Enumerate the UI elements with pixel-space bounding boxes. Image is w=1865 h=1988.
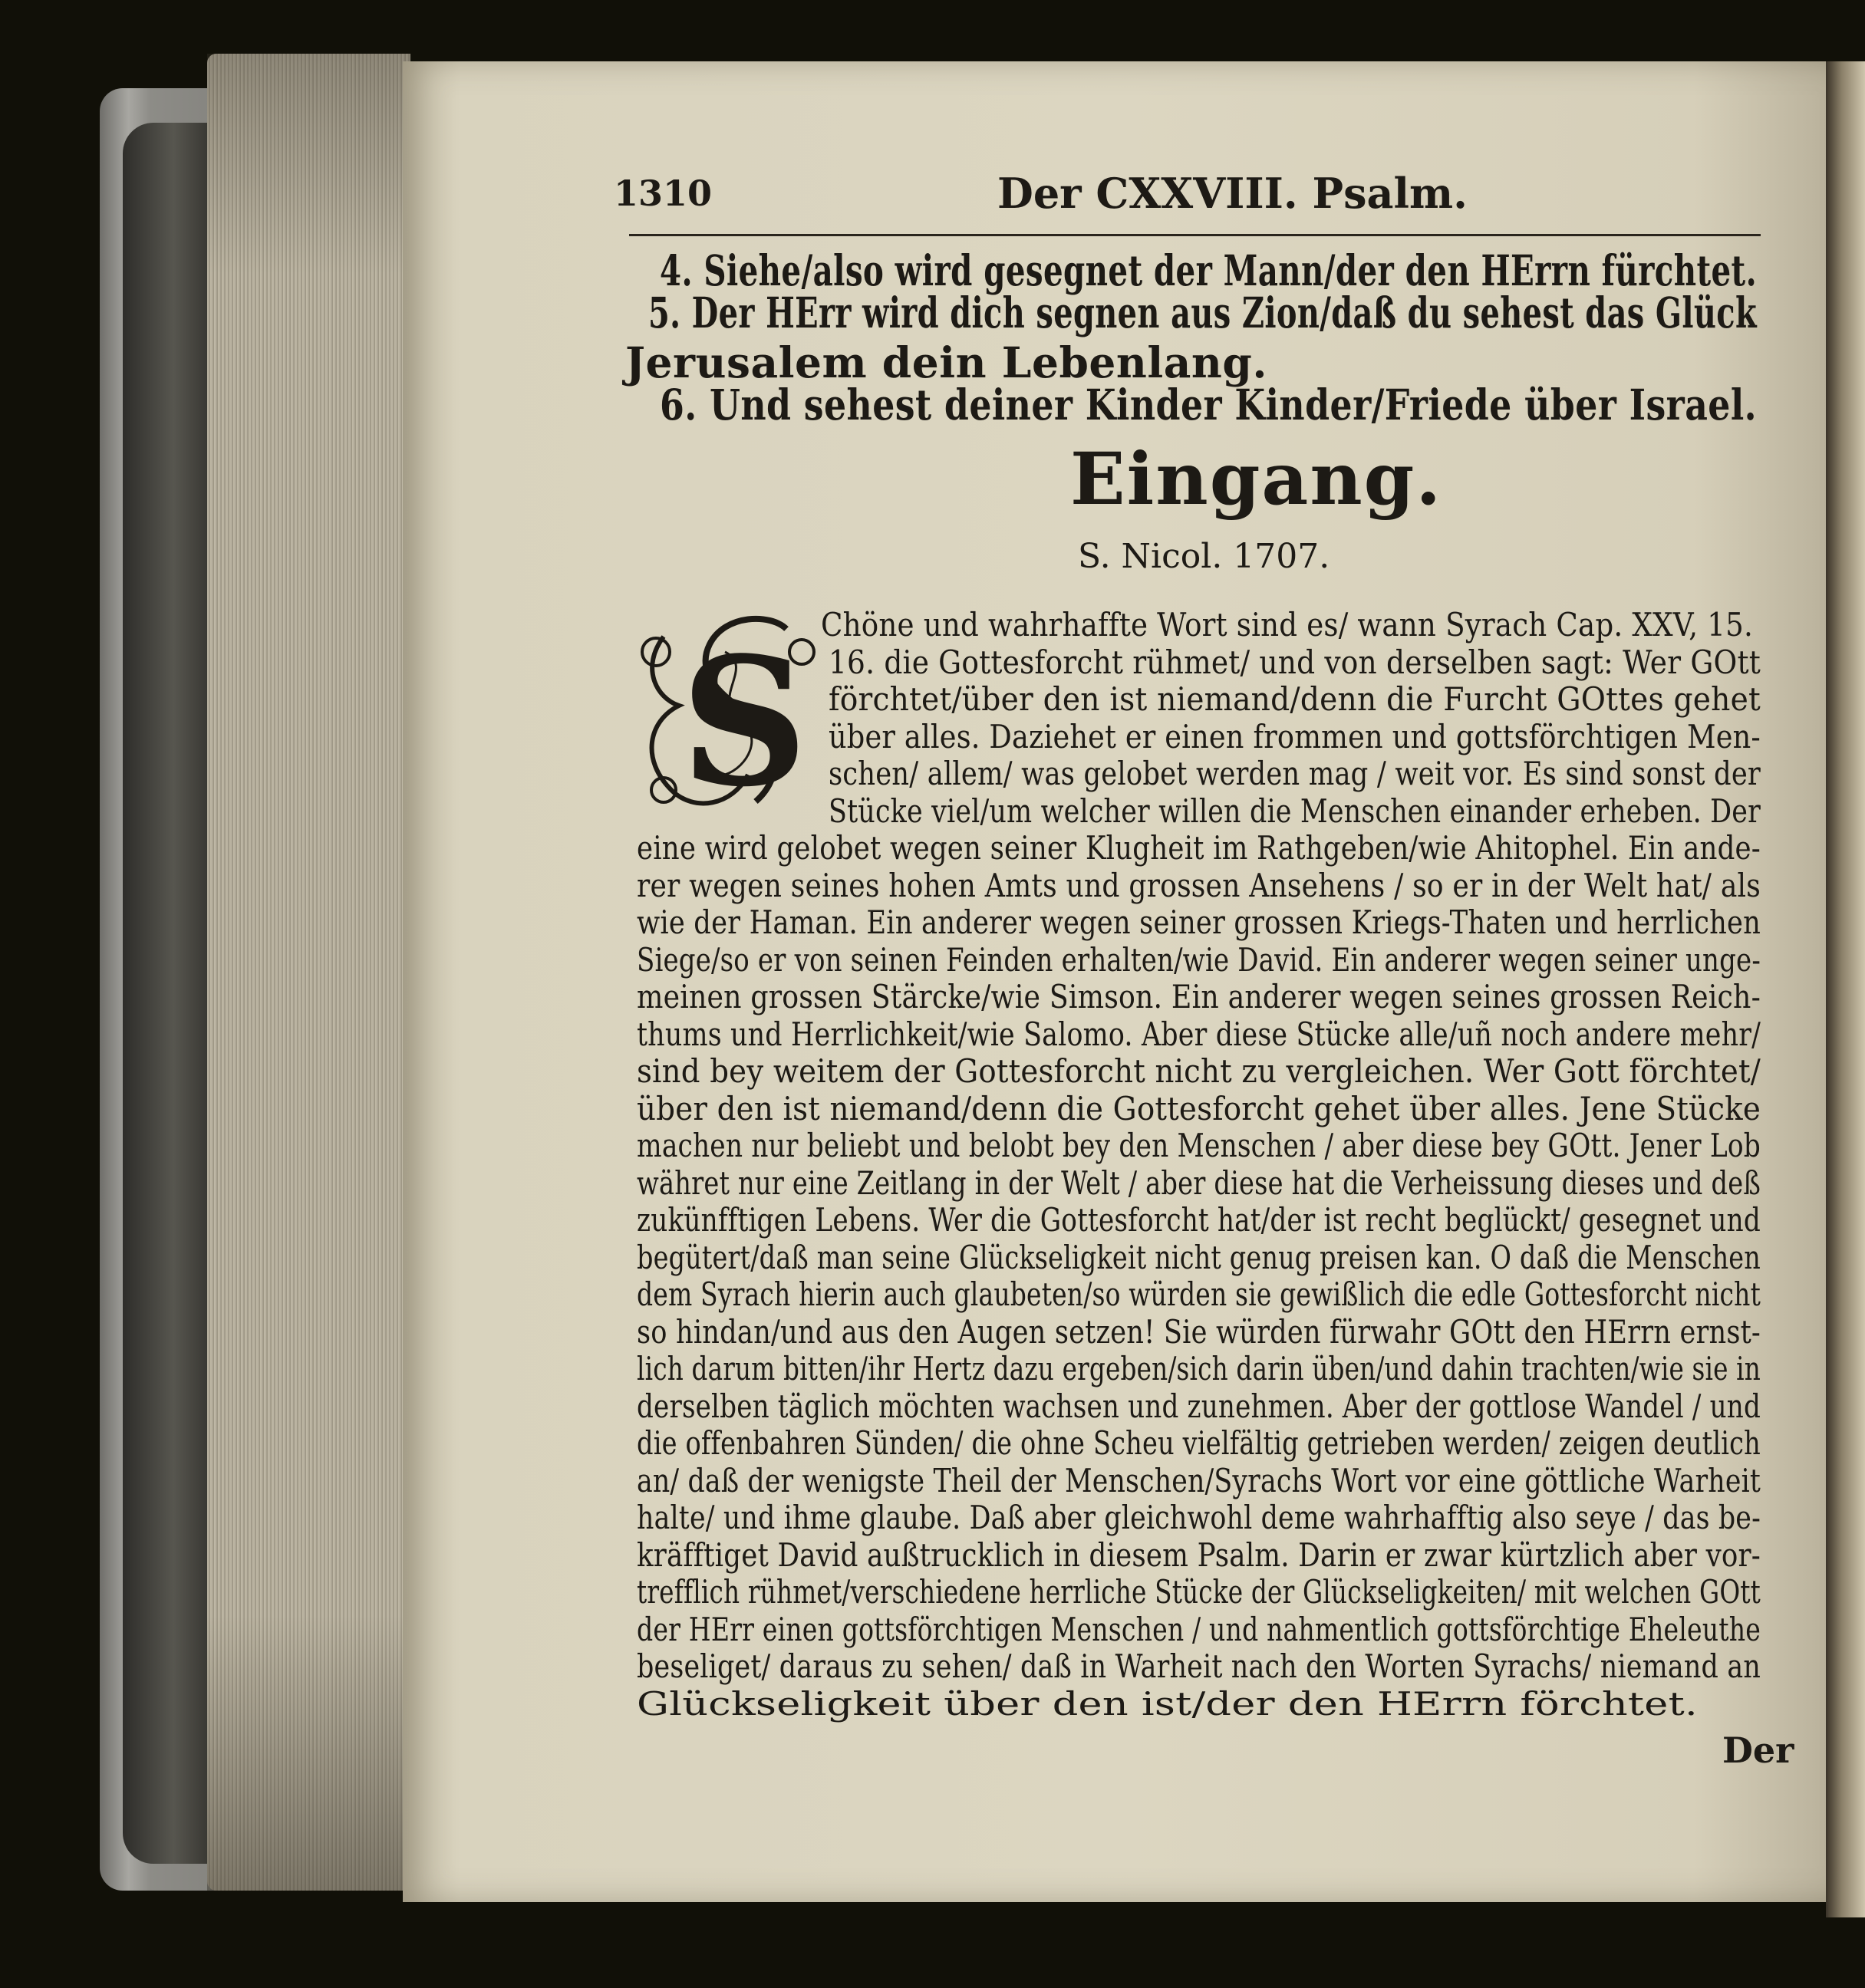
section-heading: Eingang.	[1070, 437, 1443, 522]
header-rule	[629, 234, 1761, 236]
body-line: beseliget/ daraus zu sehen/ daß in Warheit nach den Worten Syrachs/ niemand an	[637, 1647, 1761, 1685]
body-line: sind bey weitem der Gottesforcht nicht zu vergleichen. Wer Gott förchtet/	[637, 1052, 1761, 1090]
body-line: über den ist niemand/denn die Gottesforcht gehet über alles. Jene Stücke	[637, 1089, 1761, 1127]
body-line: thums und Herrlichkeit/wie Salomo. Aber diese Stücke alle/uñ noch andere mehr/	[637, 1015, 1761, 1053]
body-line: schen/ allem/ was gelobet werden mag / weit vor. Es sind sonst der	[829, 755, 1761, 792]
body-line: Stücke viel/um welcher willen die Menschen einander erheben. Der	[829, 792, 1761, 830]
catchword: Der	[1722, 1730, 1794, 1771]
body-line: halte/ und ihme glaube. Daß aber gleichwohl deme wahrhafftig also seye / das be-	[637, 1499, 1761, 1536]
book-spine	[123, 123, 207, 1864]
running-title: Der CXXVIII. Psalm.	[997, 169, 1468, 218]
body-line: trefflich rühmet/verschiedene herrliche Stücke der Glückseligkeiten/ mit welchen GOtt	[637, 1573, 1761, 1611]
body-line: lich darum bitten/ihr Hertz dazu ergeben/sich darin üben/und dahin trachten/wie sie in	[637, 1350, 1761, 1387]
page-gutter	[1826, 61, 1865, 1917]
verse-5-cont: Jerusalem dein Lebenlang.	[625, 337, 1268, 387]
body-line: über alles. Daziehet er einen frommen und gottsförchtigen Men-	[829, 717, 1761, 755]
verse-6: 6. Und sehest deiner Kinder Kinder/Friede über Israel.	[660, 380, 1757, 430]
body-line: derselben täglich möchten wachsen und zunehmen. Aber der gottlose Wandel / und	[637, 1387, 1761, 1425]
drop-cap-ornament	[633, 606, 829, 821]
body-line: eine wird gelobet wegen seiner Klugheit im Rathgeben/wie Ahitophel. Ein ande-	[637, 829, 1761, 867]
body-line: rer wegen seines hohen Amts und grossen Ansehens / so er in der Welt hat/ als	[637, 866, 1761, 904]
body-line: meinen grossen Stärcke/wie Simson. Ein anderer wegen seines grossen Reich-	[637, 978, 1761, 1015]
body-line: an/ daß der wenigste Theil der Menschen/Syrachs Wort vor eine göttliche Warheit	[637, 1461, 1761, 1499]
body-line: Glückseligkeit über den ist/der den HErrn förchtet.	[637, 1684, 1698, 1723]
body-line: zukünfftigen Lebens. Wer die Gottesforcht hat/der ist recht beglückt/ gesegnet und	[637, 1201, 1761, 1239]
body-line: währet nur eine Zeitlang in der Welt / aber diese hat die Verheissung dieses und deß	[637, 1164, 1761, 1202]
body-line: so hindan/und aus den Augen setzen! Sie würden fürwahr GOtt den HErrn ernst-	[637, 1312, 1761, 1351]
body-line: begütert/daß man seine Glückseligkeit nicht genug preisen kan. O daß die Menschen	[637, 1238, 1761, 1276]
body-line: machen nur beliebt und belobt bey den Menschen / aber diese bey GOtt. Jener Lob	[637, 1127, 1761, 1164]
page-edges	[207, 54, 410, 1891]
source-note: S. Nicol. 1707.	[1078, 537, 1330, 576]
body-line: der HErr einen gottsförchtigen Menschen / und nahmentlich gottsförchtige Eheleuthe	[637, 1610, 1761, 1648]
body-line: kräfftiget David außtrucklich in diesem Psalm. Darin er zwar kürtzlich aber vor-	[637, 1535, 1761, 1574]
drop-cap-letter: S	[680, 619, 809, 821]
body-line: förchtet/über den ist niemand/denn die Furcht GOttes gehet	[829, 680, 1761, 718]
body-line: Chöne und wahrhaffte Wort sind es/ wann Syrach Cap. XXV, 15.	[821, 606, 1753, 643]
body-line: Siege/so er von seinen Feinden erhalten/wie David. Ein anderer wegen seiner unge-	[637, 940, 1761, 979]
verse-5: 5. Der HErr wird dich segnen aus Zion/daß du sehest das Glück	[648, 288, 1757, 337]
verse-4: 4. Siehe/also wird gesegnet der Mann/der den HErrn fürchtet.	[660, 245, 1757, 295]
page-number: 1310	[614, 173, 713, 214]
body-line: 16. die Gottesforcht rühmet/ und von derselben sagt: Wer GOtt	[829, 643, 1761, 681]
body-line: wie der Haman. Ein anderer wegen seiner grossen Kriegs-Thaten und herrlichen	[637, 903, 1761, 941]
body-line: die offenbahren Sünden/ die ohne Scheu vielfältig getrieben werden/ zeigen deutlich	[637, 1424, 1761, 1462]
body-line: dem Syrach hierin auch glaubeten/so würden sie gewißlich die edle Gottesforcht nicht	[637, 1275, 1761, 1313]
